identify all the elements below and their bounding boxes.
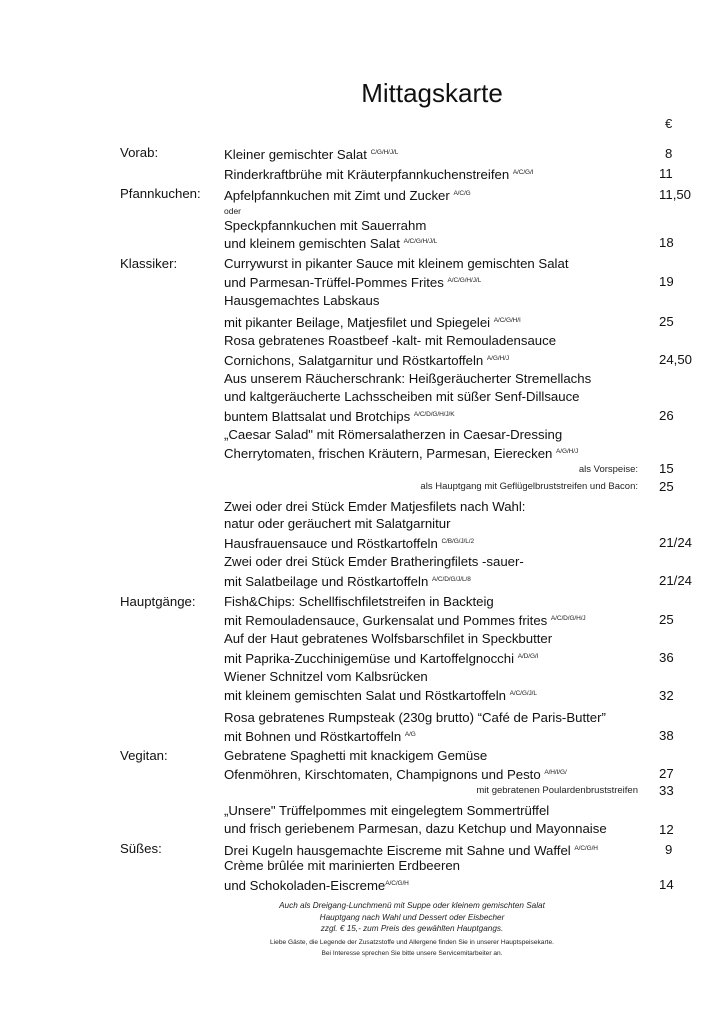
variant-label: als Hauptgang mit Geflügelbruststreifen und Bacon: (420, 481, 638, 492)
menu-item-raeucherschrank-line3 (224, 407, 454, 425)
menu-item-brathering-line2 (224, 572, 471, 590)
price: 11,50 (659, 187, 692, 202)
menu-item-bruehe (224, 165, 533, 183)
allergen-codes: A/C/D/G/H/J/K (413, 411, 455, 418)
price: 19 (659, 274, 674, 289)
allergen-legend-note (200, 937, 624, 959)
variant-label: als Vorspeise: (578, 464, 638, 475)
category-vegitan: Vegitan: (120, 748, 168, 763)
item-text: Hausfrauensauce und Röstkartoffeln (224, 536, 442, 551)
item-text: mit pikanter Beilage, Matjesfilet und Spiegelei (224, 315, 494, 330)
allergen-codes: A/C/D/G/J/L/8 (431, 576, 471, 583)
menu-item-creme-brulee-line2 (224, 876, 409, 894)
menu-item-trueffelpommes: „Unsere" Trüffelpommes mit eingelegtem Sommertrüffel (224, 803, 550, 818)
price: 25 (659, 612, 674, 627)
menu-item-spaghetti: Gebratene Spaghetti mit knackigem Gemüse (224, 748, 488, 763)
allergen-codes: A/C/G/H/J/L (403, 238, 438, 245)
item-text: buntem Blattsalat und Brotchips (224, 409, 414, 424)
price: 32 (659, 688, 674, 703)
menu-item-labskaus: Hausgemachtes Labskaus (224, 293, 380, 308)
item-text: Drei Kugeln hausgemachte Eiscreme mit Sahne und Waffel (224, 843, 575, 858)
price: 38 (659, 728, 674, 743)
allergen-codes: A/H/I/G/ (544, 769, 567, 776)
price: 15 (659, 461, 674, 476)
item-text: Apfelpfannkuchen mit Zimt und Zucker (224, 188, 454, 203)
item-text: und Parmesan-Trüffel-Pommes Frites (224, 275, 448, 290)
legend-note-line: Liebe Gäste, die Legende der Zusatzstoffe und Allergene finden Sie in unserer Hauptspeisekarte. (270, 939, 554, 946)
menu-item-roastbeef-line2 (224, 351, 509, 369)
item-text: und kleinem gemischten Salat (224, 236, 404, 251)
allergen-codes: A/C/G/I (512, 169, 534, 176)
category-pfannkuchen: Pfannkuchen: (120, 186, 201, 201)
allergen-codes: C/B/G/J/L/2 (441, 538, 474, 545)
allergen-codes: A/C/G/H (385, 880, 409, 887)
variant-label: mit gebratenen Poulardenbruststreifen (476, 785, 638, 796)
allergen-codes: A/C/G/J/L (509, 690, 537, 697)
menu-item-matjes: Zwei oder drei Stück Emder Matjesfilets nach Wahl: (224, 499, 526, 514)
item-text: mit kleinem gemischten Salat und Röstkartoffeln (224, 688, 510, 703)
menu-item-wolfsbarsch: Auf der Haut gebratenes Wolfsbarschfilet in Speckbutter (224, 631, 553, 646)
allergen-codes: A/C/D/G/H/J (550, 615, 586, 622)
menu-item-speckpfannkuchen: Speckpfannkuchen mit Sauerrahm (224, 218, 427, 233)
item-text: Rinderkraftbrühe mit Kräuterpfannkuchenstreifen (224, 167, 513, 182)
menu-item-eiscreme (224, 841, 598, 859)
price: 9 (665, 842, 673, 857)
price: 36 (659, 650, 674, 665)
menu-item-raeucherschrank-line2: und kaltgeräucherte Lachsscheiben mit süßer Senf-Dillsauce (224, 389, 580, 404)
price: 25 (659, 479, 674, 494)
allergen-codes: A/G (404, 731, 416, 738)
lunch-note-line: Hauptgang nach Wahl und Dessert oder Eisbecher (319, 912, 505, 922)
menu-item-rumpsteak: Rosa gebratenes Rumpsteak (230g brutto) “Café de Paris-Butter” (224, 710, 606, 725)
menu-item-caesar: „Caesar Salad" mit Römersalatherzen in Caesar-Dressing (224, 427, 563, 442)
page-title: Mittagskarte (361, 78, 503, 108)
price: 27 (659, 766, 674, 781)
allergen-codes: A/G/H/J (486, 355, 509, 362)
price: 8 (665, 146, 673, 161)
menu-item-salat (224, 145, 398, 163)
lunch-menu-note (200, 900, 624, 935)
price: 11 (659, 166, 673, 181)
menu-item-currywurst: Currywurst in pikanter Sauce mit kleinem gemischten Salat (224, 256, 569, 271)
lunch-note-line: Auch als Dreigang-Lunchmenü mit Suppe oder kleinem gemischten Salat (279, 901, 545, 910)
menu-item-creme-brulee: Crème brûlée mit marinierten Erdbeeren (224, 858, 461, 873)
menu-item-schnitzel: Wiener Schnitzel vom Kalbsrücken (224, 669, 428, 684)
item-text: mit Bohnen und Röstkartoffeln (224, 729, 405, 744)
menu-item-trueffelpommes-line2: und frisch geriebenem Parmesan, dazu Ketchup und Mayonnaise (224, 821, 607, 836)
allergen-codes: A/D/G/I (517, 653, 539, 660)
menu-item-schnitzel-line2 (224, 686, 537, 704)
category-vorab: Vorab: (120, 145, 159, 160)
menu-item-rumpsteak-line2 (224, 727, 416, 745)
menu-item-labskaus-line2 (224, 313, 521, 331)
allergen-codes: A/G/H/J (556, 448, 579, 455)
category-klassiker: Klassiker: (120, 256, 178, 271)
price: 33 (659, 783, 674, 798)
allergen-codes: A/C/G/H (574, 845, 598, 852)
allergen-codes: C/G/H/J/L (370, 149, 399, 156)
price: 18 (659, 235, 674, 250)
price: 21/24 (659, 535, 693, 550)
item-text: Cherrytomaten, frischen Kräutern, Parmesan, Eierecken (224, 446, 557, 461)
price: 24,50 (659, 352, 693, 367)
price: 25 (659, 314, 674, 329)
legend-note-line: Bei Interesse sprechen Sie bitte unsere Servicemitarbeiter an. (321, 950, 503, 957)
menu-item-speckpfannkuchen-line2 (224, 234, 437, 252)
price: 12 (659, 822, 674, 837)
menu-item-matjes-line2: natur oder geräuchert mit Salatgarnitur (224, 516, 451, 531)
currency-header: € (665, 116, 673, 131)
price: 21/24 (659, 573, 693, 588)
menu-item-matjes-line3 (224, 534, 474, 552)
menu-item-fishchips-line2 (224, 611, 586, 629)
menu-item-raeucherschrank: Aus unserem Räucherschrank: Heißgeräucherter Stremellachs (224, 371, 592, 386)
item-text: und Schokoladen-Eiscreme (224, 878, 386, 893)
item-text: Ofenmöhren, Kirschtomaten, Champignons und Pesto (224, 767, 545, 782)
item-text: mit Paprika-Zucchinigemüse und Kartoffelgnocchi (224, 651, 518, 666)
allergen-codes: A/C/G/H/I (493, 317, 521, 324)
oder-label: oder (224, 206, 242, 216)
category-suesses: Süßes: (120, 841, 162, 856)
allergen-codes: A/C/G (453, 190, 471, 197)
item-text: mit Salatbeilage und Röstkartoffeln (224, 574, 432, 589)
menu-item-caesar-line2 (224, 444, 578, 462)
menu-item-currywurst-line2 (224, 273, 481, 291)
menu-item-wolfsbarsch-line2 (224, 649, 538, 667)
menu-item-brathering: Zwei oder drei Stück Emder Bratheringfilets -sauer- (224, 554, 524, 569)
lunch-note-line: zzgl. € 15,- zum Preis des gewählten Hauptgangs. (320, 924, 504, 933)
price: 14 (659, 877, 674, 892)
category-hauptgaenge: Hauptgänge: (120, 594, 196, 609)
item-text: Kleiner gemischter Salat (224, 147, 371, 162)
menu-item-apfelpfannkuchen (224, 186, 471, 204)
menu-item-roastbeef: Rosa gebratenes Roastbeef -kalt- mit Remouladensauce (224, 333, 557, 348)
menu-item-fishchips: Fish&Chips: Schellfischfiletstreifen in Backteig (224, 594, 494, 609)
item-text: mit Remouladensauce, Gurkensalat und Pommes frites (224, 613, 551, 628)
item-text: Cornichons, Salatgarnitur und Röstkartoffeln (224, 353, 487, 368)
menu-item-spaghetti-line2 (224, 765, 567, 783)
allergen-codes: A/C/G/H/J/L (447, 277, 482, 284)
price: 26 (659, 408, 674, 423)
